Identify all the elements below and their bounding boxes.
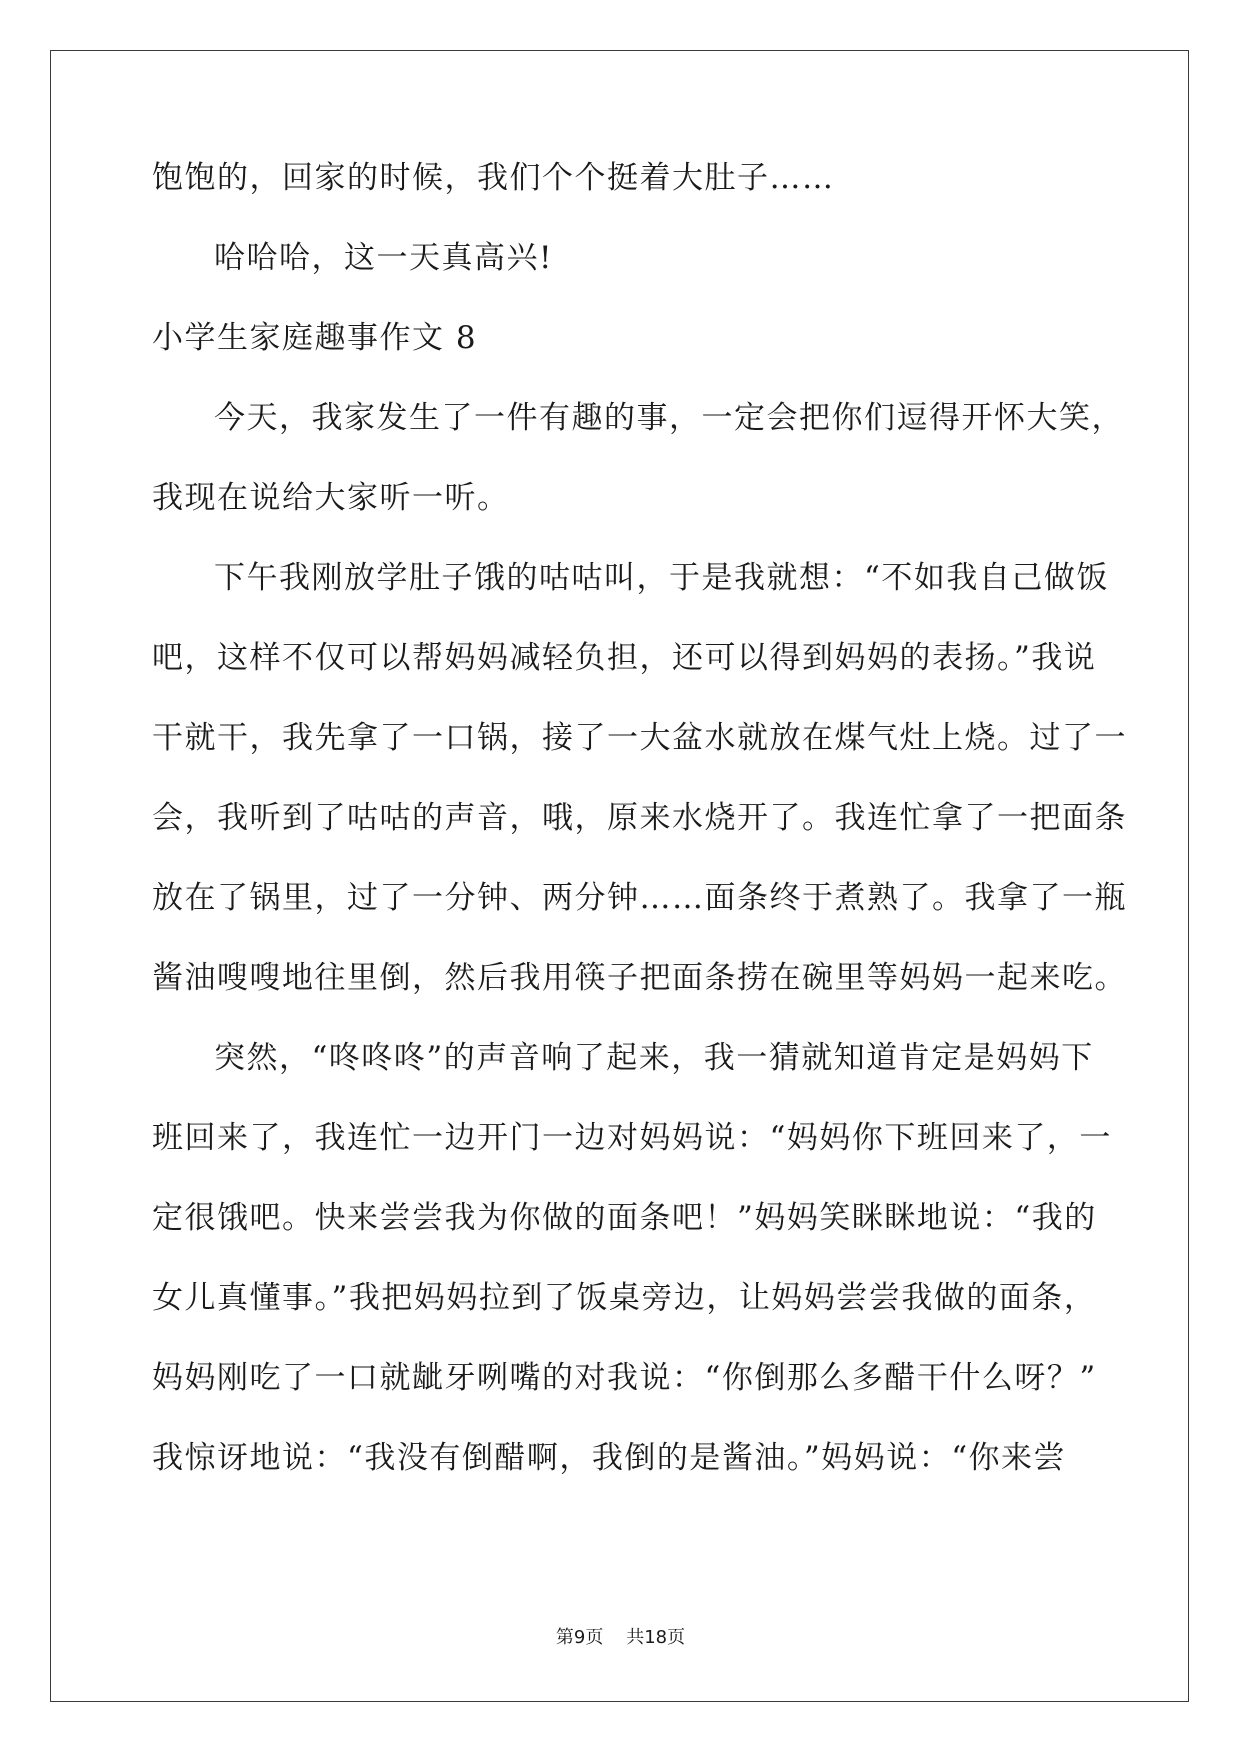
footer-page-suffix: 页 [585,1627,604,1648]
section-heading: 小学生家庭趣事作文 8 [152,320,478,356]
text-line: 我现在说给大家听一听。 [152,480,510,516]
footer-total-prefix: 共 [626,1627,645,1648]
text-line: 吧，这样不仅可以帮妈妈减轻负担，还可以得到妈妈的表扬。”我说 [152,640,1097,676]
footer-prefix: 第 [555,1627,574,1648]
page-number: 9 [573,1627,586,1648]
text-line: 会，我听到了咕咕的声音，哦，原来水烧开了。我连忙拿了一把面条 [152,800,1127,836]
text-line: 我惊讶地说：“我没有倒醋啊，我倒的是酱油。”妈妈说：“你来尝 [152,1440,1067,1476]
total-pages: 18 [644,1627,668,1648]
footer-total-suffix: 页 [667,1627,686,1648]
document-body [152,158,1127,1518]
text-line: 女儿真懂事。”我把妈妈拉到了饭桌旁边，让妈妈尝尝我做的面条， [152,1280,1097,1316]
text-line: 哈哈哈，这一天真高兴! [214,240,553,276]
text-line: 妈妈刚吃了一口就龇牙咧嘴的对我说：“你倒那么多醋干什么呀？” [152,1360,1097,1396]
text-line: 下午我刚放学肚子饿的咕咕叫，于是我就想：“不如我自己做饭 [214,560,1109,596]
text-line: 放在了锅里，过了一分钟、两分钟……面条终于煮熟了。我拿了一瓶 [152,880,1127,916]
page-footer [0,1626,1241,1650]
text-line: 突然，“咚咚咚”的声音响了起来，我一猜就知道肯定是妈妈下 [214,1040,1094,1076]
text-line: 饱饱的，回家的时候，我们个个挺着大肚子…… [152,160,835,196]
text-line: 定很饿吧。快来尝尝我为你做的面条吧！”妈妈笑眯眯地说：“我的 [152,1200,1097,1236]
text-line: 干就干，我先拿了一口锅，接了一大盆水就放在煤气灶上烧。过了一 [152,720,1127,756]
text-line: 班回来了，我连忙一边开门一边对妈妈说：“妈妈你下班回来了，一 [152,1120,1112,1156]
text-line: 今天，我家发生了一件有趣的事，一定会把你们逗得开怀大笑， [214,400,1124,436]
text-line: 酱油嗖嗖地往里倒，然后我用筷子把面条捞在碗里等妈妈一起来吃。 [152,960,1127,996]
